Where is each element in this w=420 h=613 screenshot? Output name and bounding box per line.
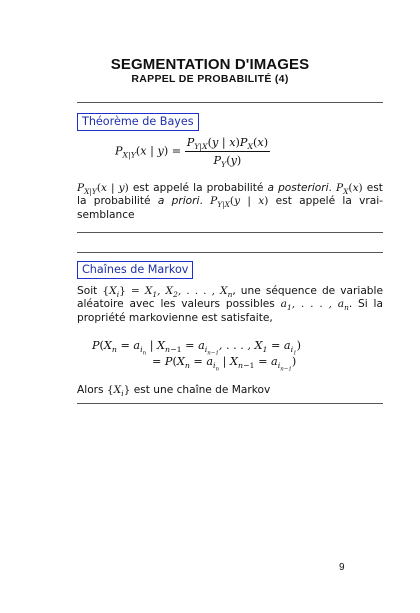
markov-paragraph: Soit $\{X_i\} = X_1$, $X_2$, . . . , $X_n$, une séquence de variable aléatoire avec les valeurs possibles $a_1$, . . . , $a_n$. Si la propriété markovienne est satisfaite,	[77, 285, 383, 324]
markov-equation-line-2: = $P(X_n = a_{i_n}$ | $X_{n-1} = a_{i_{n-1}}$)	[152, 355, 297, 373]
bayes-fraction: $\frac{P_{Y|X}(y | x)P_X(x)}{P_Y(y)}$	[186, 136, 269, 170]
section-heading-label: Chaînes de Markov	[82, 263, 189, 276]
section-heading-markov	[77, 261, 193, 279]
section-heading-bayes	[77, 113, 199, 131]
markov-conclusion: Alors $\{X_i\}$ est une chaîne de Markov	[77, 384, 271, 399]
divider	[77, 403, 383, 404]
divider	[77, 252, 383, 253]
page-number: 9	[339, 562, 345, 573]
divider	[77, 232, 383, 233]
bayes-formula: $P_{X|Y}(x$ | y) = $\frac{P_{Y|X}(y | x)P_X(x)}{P_Y(y)}$	[115, 136, 269, 170]
section-heading-label: Théorème de Bayes	[82, 115, 194, 128]
page-title: SEGMENTATION D'IMAGES	[110, 56, 310, 73]
divider	[77, 102, 383, 103]
page-subtitle: RAPPEL DE PROBABILITÉ (4)	[131, 73, 289, 85]
bayes-paragraph: $P_{X|Y}(x$ | y) est appelé la probabilité a posteriori. $P_X(x)$ est la probabilité a priori. $P_{Y|X}(y$ | x) est appelé la vrai-semblance	[77, 182, 384, 221]
markov-equation-line-1: $P(X_n = a_{i_n}$ | $X_{n-1} = a_{i_{n-1}}$, . . . , $X_1 = a_{i_1}$)	[92, 339, 301, 357]
